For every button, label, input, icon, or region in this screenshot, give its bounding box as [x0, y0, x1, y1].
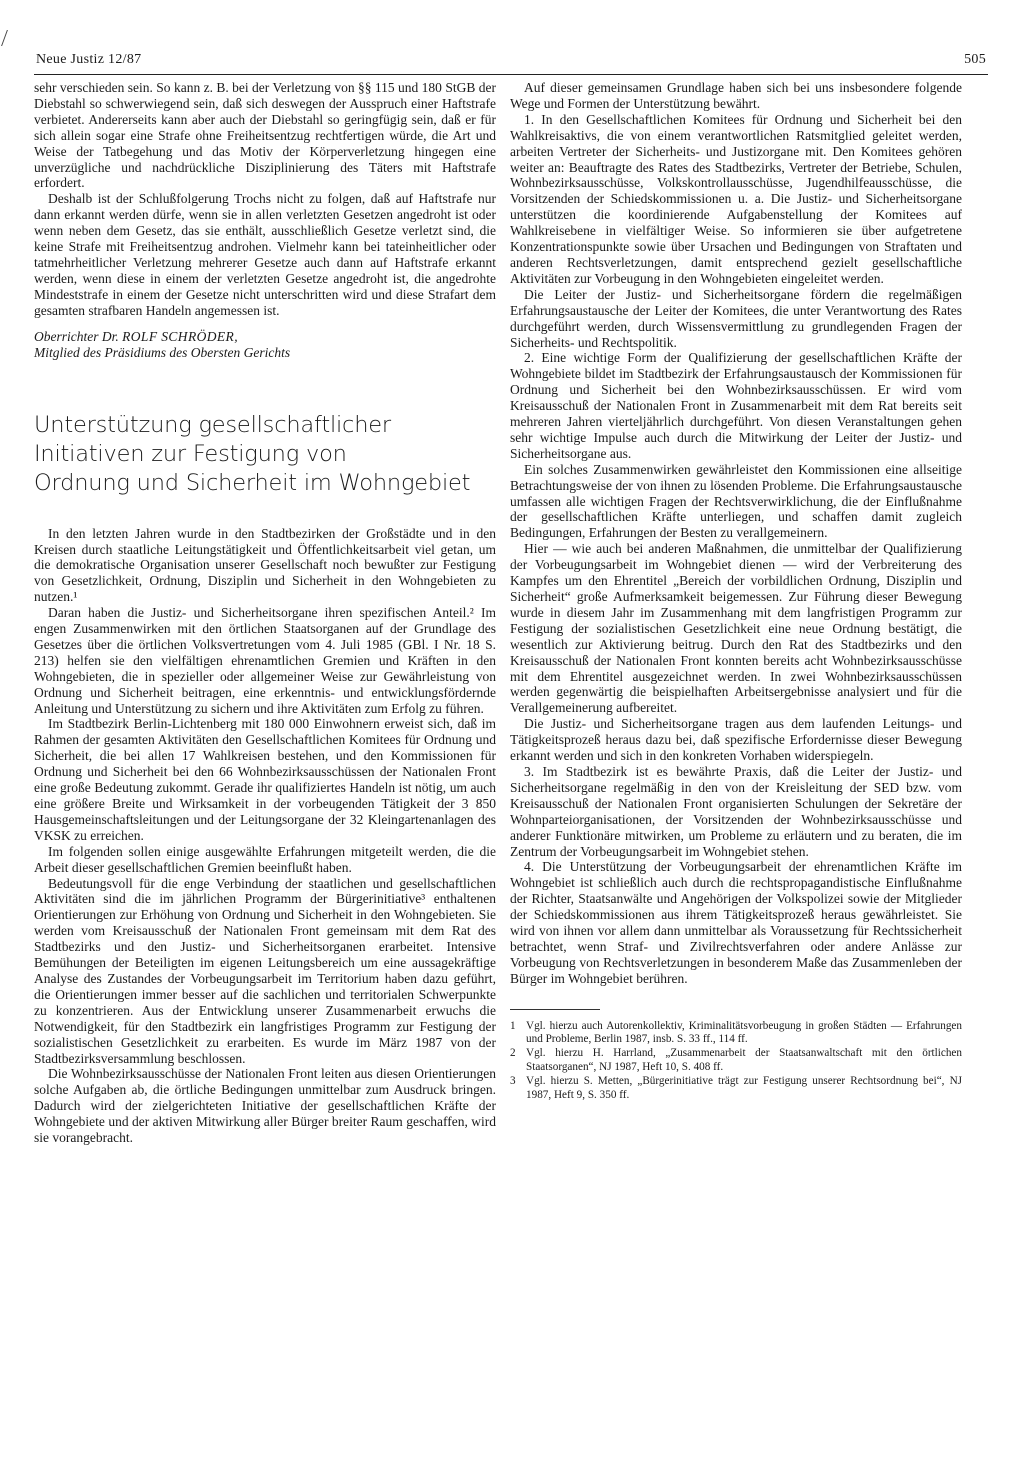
- paragraph: Deshalb ist der Schlußfolgerung Trochs nicht zu folgen, daß auf Haftstrafe nur dann erkannt werden dürfe, wenn sie in allen verletzten Gesetzen angedroht ist oder wenn neben dem Gesetz, das sie enthält, ausschließlich Gesetze verletzt sind, die keine Strafe mit Freiheitsentzug androhen. Vielmehr kann bei tateinheitlicher oder tatmehrheitlicher Verletzung mehrerer Gesetze auch dann auf Haftstrafe erkannt werden, wenn diese in einem der verletzten Gesetze angedroht ist, die angedrohte Mindeststrafe in einem der Gesetze nicht unterschritten wird und diese Strafart dem gesamten strafbaren Handeln angemessen ist.: [34, 191, 496, 318]
- paragraph: Auf dieser gemeinsamen Grundlage haben sich bei uns insbesondere folgende Wege und Formen der Unterstützung bewährt.: [510, 80, 962, 111]
- footnote: [510, 1075, 962, 1102]
- paragraph: In den letzten Jahren wurde in den Stadtbezirken der Großstädte und in den Kreisen durch staatliche Leitungstätigkeit und Öffentlichkeitsarbeit viel getan, um die demokratische Organisation unserer Gesellschaft noch bewußter zur Festigung von Gesetzlichkeit, Ordnung, Disziplin und Sicherheit in den Wohngebieten zu nutzen.¹: [34, 525, 496, 605]
- footnotes: [510, 1020, 962, 1102]
- right-column: [510, 80, 962, 1103]
- paragraph: Hier — wie auch bei anderen Maßnahmen, die unmittelbar der Qualifizierung der Vorbeugungsarbeit im Wohngebiet dienen — wird der Verbreiterung des Kampfes um den Ehrentitel „Bereich der vorbildlichen Ordnung, Disziplin und Sicherheit“ große Aufmerksamkeit beigemessen. Zur Führung dieser Bewegung wurde in diesem Jahr im Zusammenhang mit dem langfristigen Programm zur Festigung der sozialistischen Gesetzlichkeit eine neue Ordnung bestätigt, die wesentlich zur Aktivierung beitrug. Durch den Rat des Stadtbezirks und den Kreisausschuß der Nationalen Front konnten bereits acht Wohnbezirksausschüsse mit dem Ehrentitel ausgezeichnet werden. In zwei Wohnbezirksausschüssen werden gegenwärtig die beispielhaften Arbeitsergebnisse analysiert und für die Verallgemeinerung aufbereitet.: [510, 541, 962, 716]
- footnote: [510, 1020, 962, 1047]
- paragraph: Die Leiter der Justiz- und Sicherheitsorgane fördern die regelmäßigen Erfahrungsaustausche der Leiter der Komitees, die unter Verantwortung des Rates durchgeführt werden, durch Wissensvermittlung zu grundlegenden Fragen der Sicherheits- und Rechtspolitik.: [510, 286, 962, 350]
- article-headline: [34, 411, 496, 498]
- left-column: [34, 80, 496, 1146]
- page-number: 505: [964, 52, 986, 67]
- paragraph: Im folgenden sollen einige ausgewählte Erfahrungen mitgeteilt werden, die die Arbeit dieser gesellschaftlichen Gremien beeinflußt haben.: [34, 843, 496, 875]
- paragraph: Im Stadtbezirk Berlin-Lichtenberg mit 180 000 Einwohnern erweist sich, daß im Rahmen der gesamten Aktivitäten den Gesellschaftlichen Komitees für Ordnung und Sicherheit, die bei allen 17 Wahlkreisen bestehen, und den Kommissionen für Ordnung und Sicherheit bei den 66 Wohnbezirksausschüssen der Nationalen Front eine große Bedeutung zukommt. Gerade ihr qualifiziertes Handeln ist nötig, um auch eine größere Breite und Wirksamkeit in der vorbeugenden Tätigkeit der 3 850 Hausgemeinschaftsleitungen und der Leitungsorgane der 32 Kleingartenanlagen des VKSK zu erreichen.: [34, 716, 496, 843]
- headline-line: Ordnung und Sicherheit im Wohngebiet: [34, 469, 471, 496]
- paragraph: 2. Eine wichtige Form der Qualifizierung der gesellschaftlichen Kräfte der Wohngebiete bildet im Stadtbezirk der Erfahrungsaustausch der Kommissionen für Ordnung und Sicherheit bei den Wohnbezirksausschüssen. Er wird vom Kreisausschuß der Nationalen Front in Zusammenarbeit mit dem Rat bereits seit mehreren Jahren vierteljährlich durchgeführt. Von diesen Veranstaltungen gehen sehr wichtige Impulse auch durch die Mitwirkung der Leiter der Justiz- und Sicherheitsorgane aus.: [510, 350, 962, 461]
- paragraph: Daran haben die Justiz- und Sicherheitsorgane ihren spezifischen Anteil.² Im engen Zusammenwirken mit den örtlichen Staatsorganen auf der Grundlage des Gesetzes über die örtlichen Volksvertretungen vom 4. Juli 1985 (GBl. I Nr. 18 S. 213) helfen sie den vielfältigen ehrenamtlichen Gremien und Kräften in den Wohngebieten, die in spezieller oder allgemeiner Weise zur Gewährleistung von Ordnung und Sicherheit beitragen, eine erkenntnis- und entwicklungsfördernde Anleitung und Unterstützung zu sichern und ihre Aktivitäten zum Erfolg zu führen.: [34, 605, 496, 716]
- footnote-text: Vgl. hierzu auch Autorenkollektiv, Kriminalitätsvorbeugung in großen Städten — Erfahrungen und Probleme, Berlin 1987, insb. S. 33 ff., 114 ff.: [526, 1019, 962, 1046]
- footnote-number: 2: [510, 1047, 516, 1060]
- footnote-text: Vgl. hierzu S. Metten, „Bürgerinitiative trägt zur Festigung unserer Rechtsordnung bei“, NJ 1987, Heft 9, S. 350 ff.: [526, 1075, 962, 1101]
- margin-mark: [1, 30, 18, 46]
- paragraph: 4. Die Unterstützung der Vorbeugungsarbeit der ehrenamtlichen Kräfte im Wohngebiet ist schließlich auch durch die rechtspropagandistische Einflußnahme der Richter, Staatsanwälte und Angehörigen der Volkspolizei sowie der Mitglieder der Schiedskommissionen aus ihrem Tätigkeitsprozeß heraus gewährleistet. Sie wird von ihnen vor allem dann unmittelbar als Voraussetzung für Rechtssicherheit betrachtet, wenn Straf- und Zivilrechtsverfahren oder andere Anlässe zur Vorbeugung von Rechtsverletzungen in besonderem Maße das Zusammenleben der Bürger im Wohngebiet berühren.: [510, 859, 962, 986]
- journal-issue: Neue Justiz 12/87: [36, 52, 142, 67]
- paragraph: Die Justiz- und Sicherheitsorgane tragen aus dem laufenden Leitungs- und Tätigkeitsprozeß heraus dazu bei, daß spezifische Erfordernisse dieser Bewegung erkannt werden und sich in den konkreten Vorhaben widerspiegeln.: [510, 716, 962, 764]
- signature-prefix: Oberrichter Dr.: [34, 328, 123, 344]
- footnote-number: 1: [510, 1019, 516, 1032]
- author-signature: [34, 329, 496, 361]
- paragraph: Ein solches Zusammenwirken gewährleistet den Kommissionen eine allseitige Betrachtungsweise der von ihnen zu lösenden Probleme. Die Erfahrungsaustausche umfassen alle wichtigen Fragen der Rechtsverwirklichung, die der Einflußnahme der gesellschaftlichen Kräfte unterliegen, und schaffen damit zugleich Bedingungen, Erfahrungen der Besten zu verallgemeinern.: [510, 461, 962, 541]
- signature-name: ROLF SCHRÖDER,: [122, 328, 238, 344]
- signature-affiliation: Mitglied des Präsidiums des Obersten Gerichts: [34, 344, 291, 360]
- paragraph: Die Wohnbezirksausschüsse der Nationalen Front leiten aus diesen Orientierungen solche Aufgaben ab, die örtliche Bedingungen unmittelbar zum Ausdruck bringen. Dadurch wird der zielgerichteten Initiative der gesellschaftlichen Kräfte der Wohngebiete und der aktiven Mitwirkung aller Bürger breiter Raum geschaffen, wird sie vorangebracht.: [34, 1066, 496, 1146]
- headline-line: Initiativen zur Festigung von: [34, 440, 347, 467]
- paragraph: 1. In den Gesellschaftlichen Komitees für Ordnung und Sicherheit bei den Wahlkreisaktivs, die von einem verantwortlichen Ratsmitglied geleitet werden, arbeiten Vertreter der Sicherheits- und Justizorgane mit. Den Komitees gehören weiter an: Beauftragte des Rates des Stadtbezirks, Vertreter der Betriebe, Schulen, Wohnbezirksausschüsse, Volkskontrollausschüsse, Jugendhilfeausschüsse, die Vorsitzenden der Schiedskommissionen u. a. Die Justiz- und Sicherheitsorgane unterstützen die koordinierende Aufgabenstellung der Komitees auf Wahlkreisebene in vielfältiger Weise. So informieren sie über aufgetretene Konzentrationspunkte sowie über Ursachen und Bedingungen von Straftaten und anderen Rechtsverletzungen, damit entsprechend gezielt gesellschaftliche Aktivitäten zur Vorbeugung in den Wohngebieten eingeleitet werden.: [510, 111, 962, 286]
- headline-line: Unterstützung gesellschaftlicher: [34, 411, 391, 438]
- page-header: [34, 52, 988, 75]
- paragraph: Bedeutungsvoll für die enge Verbindung der staatlichen und gesellschaftlichen Aktivitäten sind die im jährlichen Programm der Bürgerinitiative³ enthaltenen Orientierungen zur Erhöhung von Ordnung und Sicherheit in den Wohngebieten. Sie werden vom Kreisausschuß der Nationalen Front gemeinsam mit dem Rat des Stadtbezirks und den Justiz- und Sicherheitsorganen erarbeitet. Intensive Bemühungen der Beteiligten im eigenen Leitungsbereich um eine aussagekräftige Analyse des Zustandes der Vorbeugungsarbeit im Territorium haben dazu geführt, die Orientierungen immer besser auf die sachlichen und territorialen Schwerpunkte zu konzentrieren. Aus der Entwicklung unserer Zusammenarbeit erwuchs die Notwendigkeit, für den Stadtbezirk ein langfristiges Programm zur Festigung der sozialistischen Gesetzlichkeit zu erarbeiten. Es wurde im März 1987 von der Stadtbezirksversammlung beschlossen.: [34, 875, 496, 1066]
- footnote-text: Vgl. hierzu H. Harrland, „Zusammenarbeit der Staatsanwaltschaft mit den örtlichen Staatsorganen“, NJ 1987, Heft 10, S. 408 ff.: [526, 1047, 962, 1073]
- footnote: [510, 1047, 962, 1074]
- footnote-number: 3: [510, 1075, 516, 1088]
- footnote-divider: [510, 1009, 600, 1010]
- paragraph: 3. Im Stadtbezirk ist es bewährte Praxis, daß die Leiter der Justiz- und Sicherheitsorgane regelmäßig in den von der Kreisleitung der SED bzw. vom Kreisausschuß der Nationalen Front organisierten Schulungen der Sekretäre der Wohnparteiorganisationen, der Vorsitzenden der Wohnbezirksausschüsse und anderer Funktionäre mitwirken, um Probleme zu erläutern und zu beraten, die im Zentrum der Vorbeugungsarbeit im Wohngebiet stehen.: [510, 763, 962, 859]
- paragraph: sehr verschieden sein. So kann z. B. bei der Verletzung von §§ 115 und 180 StGB der Diebstahl so schwerwiegend sein, daß sich deswegen der Ausspruch einer Haftstrafe verbietet. Andererseits kann aber auch der Diebstahl so geringfügig sein, daß er für sich allein sogar eine Strafe ohne Freiheitsentzug rechtfertigen würde, die Art und Weise der Tatbegehung und das Motiv der Körperverletzung hingegen eine unverzügliche und nachdrückliche Disziplinierung des Täters mit Haftstrafe erfordert.: [34, 80, 496, 191]
